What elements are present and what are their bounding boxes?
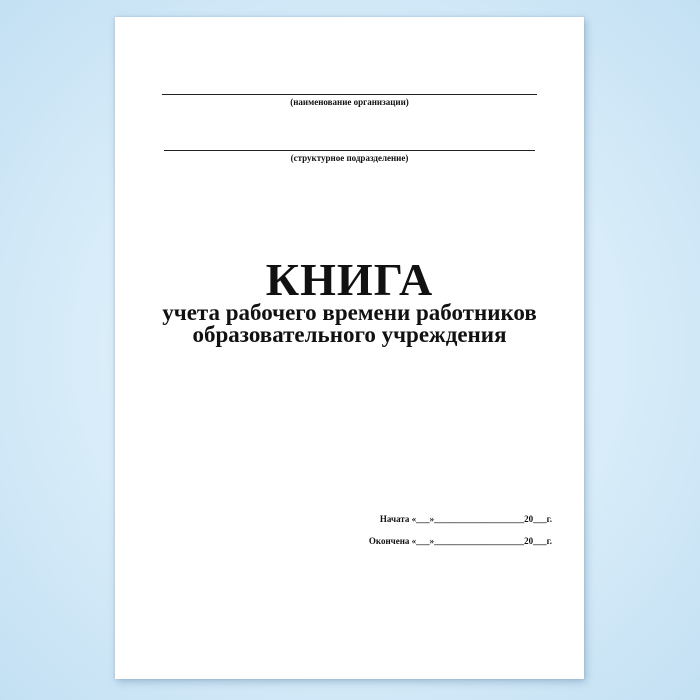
cover-title: КНИГА xyxy=(265,254,434,305)
department-name-caption: (структурное подразделение) xyxy=(290,153,409,163)
cover-subtitle-line-1: учета рабочего времени работников xyxy=(162,300,537,325)
department-name-line xyxy=(164,150,535,151)
cover-subtitle-line-2: образовательного учреждения xyxy=(192,322,507,347)
organization-name-caption: (наименование организации) xyxy=(290,97,409,107)
journal-cover-sheet xyxy=(115,17,584,679)
start-date-line: Начата «___»____________________20___г. xyxy=(379,514,552,524)
end-date-line: Окончена «___»____________________20___г. xyxy=(368,536,552,546)
organization-name-line xyxy=(162,94,537,95)
